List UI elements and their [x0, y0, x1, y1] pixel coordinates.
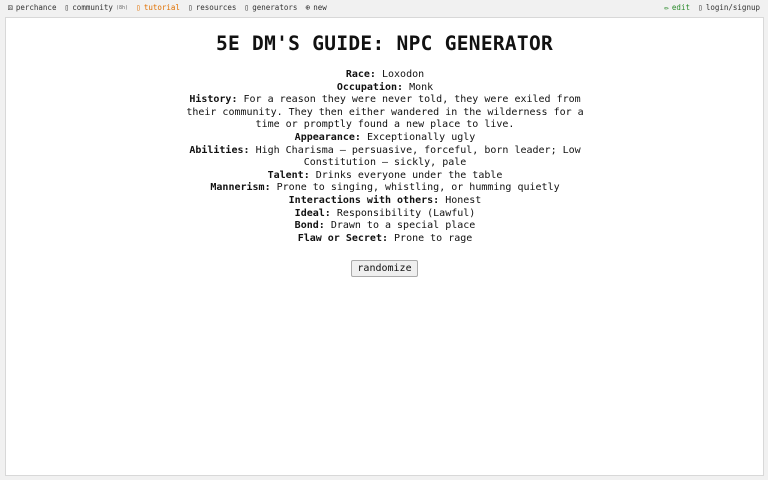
field-value: Prone to singing, whistling, or humming quietly	[276, 182, 560, 194]
field-value: Drawn to a special place	[330, 220, 476, 232]
field-label: Talent:	[267, 169, 310, 181]
nav-community[interactable]	[64, 3, 128, 12]
field-label: Flaw or Secret:	[297, 232, 388, 244]
npc-field	[184, 69, 586, 82]
nav-login[interactable]	[698, 3, 760, 12]
nav-tutorial[interactable]	[136, 3, 180, 12]
nav-label: tutorial	[143, 3, 180, 12]
nav-perchance[interactable]	[8, 3, 56, 12]
npc-field	[184, 195, 586, 208]
community-badge: (8h)	[115, 4, 128, 11]
npc-field	[184, 233, 586, 246]
generator-panel	[5, 17, 764, 476]
edit-icon: ✏	[664, 3, 669, 12]
npc-field	[184, 145, 586, 170]
field-label: Ideal:	[294, 207, 331, 219]
npc-field	[184, 170, 586, 183]
field-label: Mannerism:	[210, 182, 271, 194]
nav-generators[interactable]	[244, 3, 297, 12]
community-icon: ▯	[64, 3, 70, 12]
nav-edit[interactable]	[664, 3, 690, 12]
nav-label: resources	[195, 3, 237, 12]
npc-field	[184, 94, 586, 132]
npc-field	[184, 220, 586, 233]
top-nav-bar	[0, 0, 768, 16]
field-value: High Charisma – persuasive, forceful, born leader; Low Constitution – sickly, pale	[255, 144, 581, 169]
resources-icon: ▯	[187, 3, 193, 12]
field-value: Loxodon	[381, 69, 425, 80]
nav-left	[8, 3, 335, 12]
field-label: Abilities:	[189, 144, 250, 156]
npc-field	[184, 132, 586, 145]
field-value: Responsibility (Lawful)	[336, 207, 476, 219]
field-value: Exceptionally ugly	[366, 131, 476, 143]
field-label: Race:	[345, 69, 376, 80]
randomize-button[interactable]: randomize	[351, 260, 417, 277]
nav-label: generators	[252, 3, 298, 12]
login-icon: ▯	[697, 3, 703, 12]
nav-new[interactable]	[305, 3, 326, 12]
field-label: Interactions with others:	[288, 194, 440, 206]
nav-label: edit	[671, 3, 690, 12]
field-value: Drinks everyone under the table	[315, 169, 503, 181]
field-label: History:	[189, 94, 238, 106]
field-value: Monk	[409, 81, 434, 93]
nav-label: login/signup	[705, 3, 760, 12]
new-icon: ⊕	[305, 3, 311, 12]
nav-label: community	[72, 3, 113, 12]
field-value: For a reason they were never told, they were exiled from their community. They then either wandered in the wilderness for a time or promptly found a new place to live.	[186, 94, 584, 131]
tutorial-icon: ▯	[135, 3, 141, 12]
generators-icon: ▯	[244, 3, 250, 12]
nav-label: perchance	[15, 3, 57, 12]
field-label: Appearance:	[294, 131, 361, 143]
field-label: Occupation:	[336, 81, 404, 93]
nav-right	[664, 3, 760, 12]
nav-resources[interactable]	[188, 3, 236, 12]
npc-output	[184, 69, 586, 245]
npc-field	[184, 82, 586, 95]
dice-icon: ⚄	[8, 3, 13, 12]
npc-field	[184, 182, 586, 195]
nav-label: new	[313, 3, 327, 12]
npc-field	[184, 208, 586, 221]
field-value: Honest	[445, 194, 482, 206]
page-title: 5E DM'S GUIDE: NPC GENERATOR	[215, 32, 554, 55]
field-label: Bond:	[294, 220, 325, 232]
field-value: Prone to rage	[394, 232, 473, 244]
